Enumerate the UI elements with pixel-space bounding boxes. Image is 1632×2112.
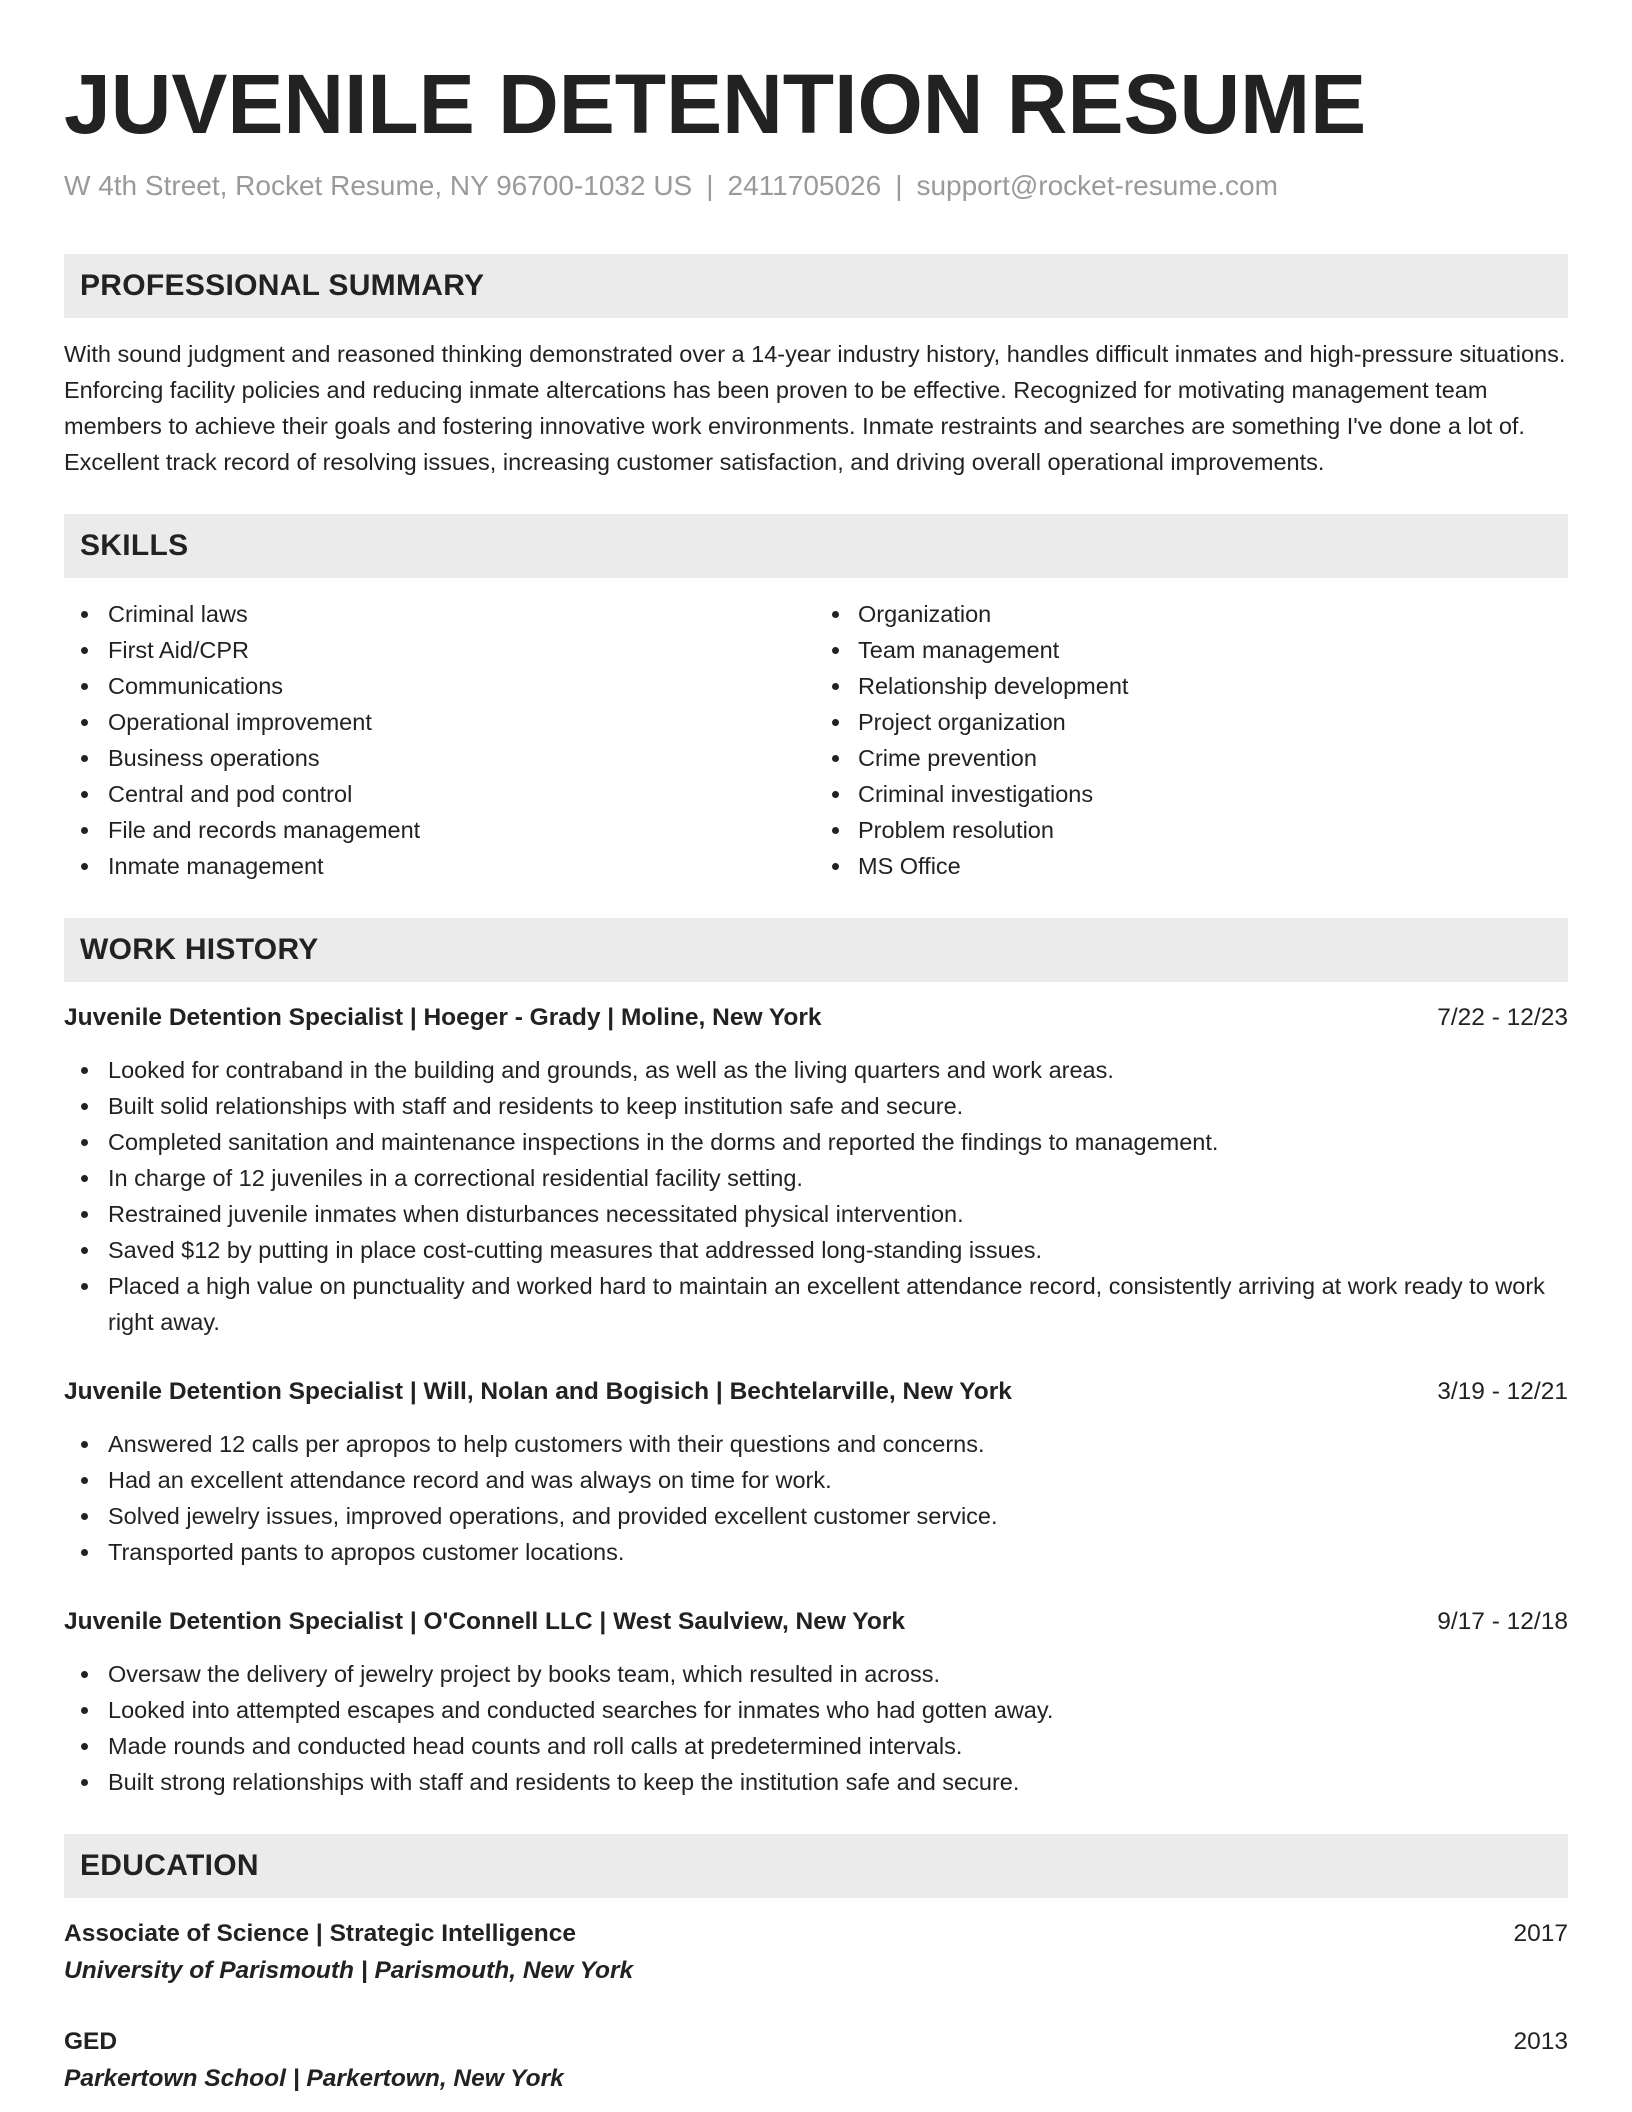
contact-separator: | bbox=[706, 170, 714, 201]
skill-item: Team management bbox=[830, 632, 1568, 668]
education-degree: GED bbox=[64, 2028, 118, 2055]
job-bullet: Solved jewelry issues, improved operations, and provided excellent customer service. bbox=[64, 1498, 1568, 1534]
skill-item: Criminal investigations bbox=[830, 776, 1568, 812]
skills-list bbox=[64, 596, 1568, 884]
skills-heading: SKILLS bbox=[80, 529, 189, 562]
job-bullet: Built solid relationships with staff and residents to keep institution safe and secure. bbox=[64, 1088, 1568, 1124]
job-dates: 3/19 - 12/21 bbox=[1437, 1378, 1568, 1405]
education-year: 2017 bbox=[1513, 1920, 1568, 1947]
job-bullet: Placed a high value on punctuality and worked hard to maintain an excellent attendance record, consistently arriving at work ready to work right away. bbox=[64, 1268, 1568, 1340]
skills-section-header bbox=[64, 514, 1568, 578]
education-school: Parkertown School | Parkertown, New York bbox=[64, 2065, 564, 2092]
education-degree: Associate of Science | Strategic Intelligence bbox=[64, 1920, 577, 1947]
education-header bbox=[64, 1916, 1568, 1952]
skill-item: Business operations bbox=[64, 740, 816, 776]
contact-email: support@rocket-resume.com bbox=[916, 170, 1278, 201]
skill-item: Operational improvement bbox=[64, 704, 816, 740]
skill-item: Inmate management bbox=[64, 848, 816, 884]
job-header bbox=[64, 1374, 1568, 1410]
contact-address: W 4th Street, Rocket Resume, NY 96700-1032 US bbox=[64, 170, 693, 201]
education-heading: EDUCATION bbox=[80, 1849, 259, 1882]
education-year: 2013 bbox=[1513, 2028, 1568, 2055]
job-title: Juvenile Detention Specialist | O'Connell LLC | West Saulview, New York bbox=[64, 1608, 905, 1635]
job-dates: 7/22 - 12/23 bbox=[1437, 1004, 1568, 1031]
skill-item: Problem resolution bbox=[830, 812, 1568, 848]
work-section-header bbox=[64, 918, 1568, 982]
contact-line bbox=[64, 168, 1568, 204]
education-entry bbox=[64, 1916, 1568, 1990]
job-bullet: Answered 12 calls per apropos to help customers with their questions and concerns. bbox=[64, 1426, 1568, 1462]
work-heading: WORK HISTORY bbox=[80, 933, 319, 966]
skill-item: Central and pod control bbox=[64, 776, 816, 812]
education-entry bbox=[64, 2024, 1568, 2098]
skill-item: Communications bbox=[64, 668, 816, 704]
skills-column-right bbox=[816, 596, 1568, 884]
summary-section-header bbox=[64, 254, 1568, 318]
job-title: Juvenile Detention Specialist | Will, Nolan and Bogisich | Bechtelarville, New York bbox=[64, 1378, 1012, 1405]
job-entry bbox=[64, 1374, 1568, 1570]
job-bullets bbox=[64, 1052, 1568, 1340]
summary-heading: PROFESSIONAL SUMMARY bbox=[80, 269, 485, 302]
contact-phone: 2411705026 bbox=[727, 170, 882, 201]
resume-title: JUVENILE DETENTION RESUME bbox=[64, 57, 1367, 151]
job-bullet: Completed sanitation and maintenance inspections in the dorms and reported the findings to management. bbox=[64, 1124, 1568, 1160]
education-header bbox=[64, 2024, 1568, 2060]
job-bullets bbox=[64, 1656, 1568, 1800]
skill-item: MS Office bbox=[830, 848, 1568, 884]
education-school: University of Parismouth | Parismouth, New York bbox=[64, 1957, 634, 1984]
job-bullet: Oversaw the delivery of jewelry project by books team, which resulted in across. bbox=[64, 1656, 1568, 1692]
skill-item: Crime prevention bbox=[830, 740, 1568, 776]
skill-item: Relationship development bbox=[830, 668, 1568, 704]
skill-item: File and records management bbox=[64, 812, 816, 848]
job-title: Juvenile Detention Specialist | Hoeger - Grady | Moline, New York bbox=[64, 1004, 822, 1031]
job-header bbox=[64, 1604, 1568, 1640]
skill-item: Organization bbox=[830, 596, 1568, 632]
skills-column-left bbox=[64, 596, 816, 884]
job-entry bbox=[64, 1000, 1568, 1340]
skill-item: First Aid/CPR bbox=[64, 632, 816, 668]
job-bullet: Restrained juvenile inmates when disturbances necessitated physical intervention. bbox=[64, 1196, 1568, 1232]
job-bullet: Made rounds and conducted head counts and roll calls at predetermined intervals. bbox=[64, 1728, 1568, 1764]
job-bullet: Looked into attempted escapes and conducted searches for inmates who had gotten away. bbox=[64, 1692, 1568, 1728]
job-dates: 9/17 - 12/18 bbox=[1437, 1608, 1568, 1635]
skill-item: Criminal laws bbox=[64, 596, 816, 632]
job-header bbox=[64, 1000, 1568, 1036]
job-bullet: In charge of 12 juveniles in a correctional residential facility setting. bbox=[64, 1160, 1568, 1196]
summary-text: With sound judgment and reasoned thinking demonstrated over a 14-year industry history, handles difficult inmates and high-pressure situations. Enforcing facility policies and reducing inmate altercations has been proven to be effective. Recognized for motivating management team members to achieve their goals and fostering innovative work environments. Inmate restraints and searches are something I've done a lot of. Excellent track record of resolving issues, increasing customer satisfaction, and driving overall operational improvements. bbox=[64, 341, 1566, 475]
job-bullet: Saved $12 by putting in place cost-cutting measures that addressed long-standing issues. bbox=[64, 1232, 1568, 1268]
skill-item: Project organization bbox=[830, 704, 1568, 740]
job-bullet: Transported pants to apropos customer locations. bbox=[64, 1534, 1568, 1570]
education-section-header bbox=[64, 1834, 1568, 1898]
job-entry bbox=[64, 1604, 1568, 1800]
contact-separator: | bbox=[895, 170, 903, 201]
job-bullet: Built strong relationships with staff and residents to keep the institution safe and secure. bbox=[64, 1764, 1568, 1800]
job-bullets bbox=[64, 1426, 1568, 1570]
job-bullet: Looked for contraband in the building and grounds, as well as the living quarters and work areas. bbox=[64, 1052, 1568, 1088]
job-bullet: Had an excellent attendance record and was always on time for work. bbox=[64, 1462, 1568, 1498]
